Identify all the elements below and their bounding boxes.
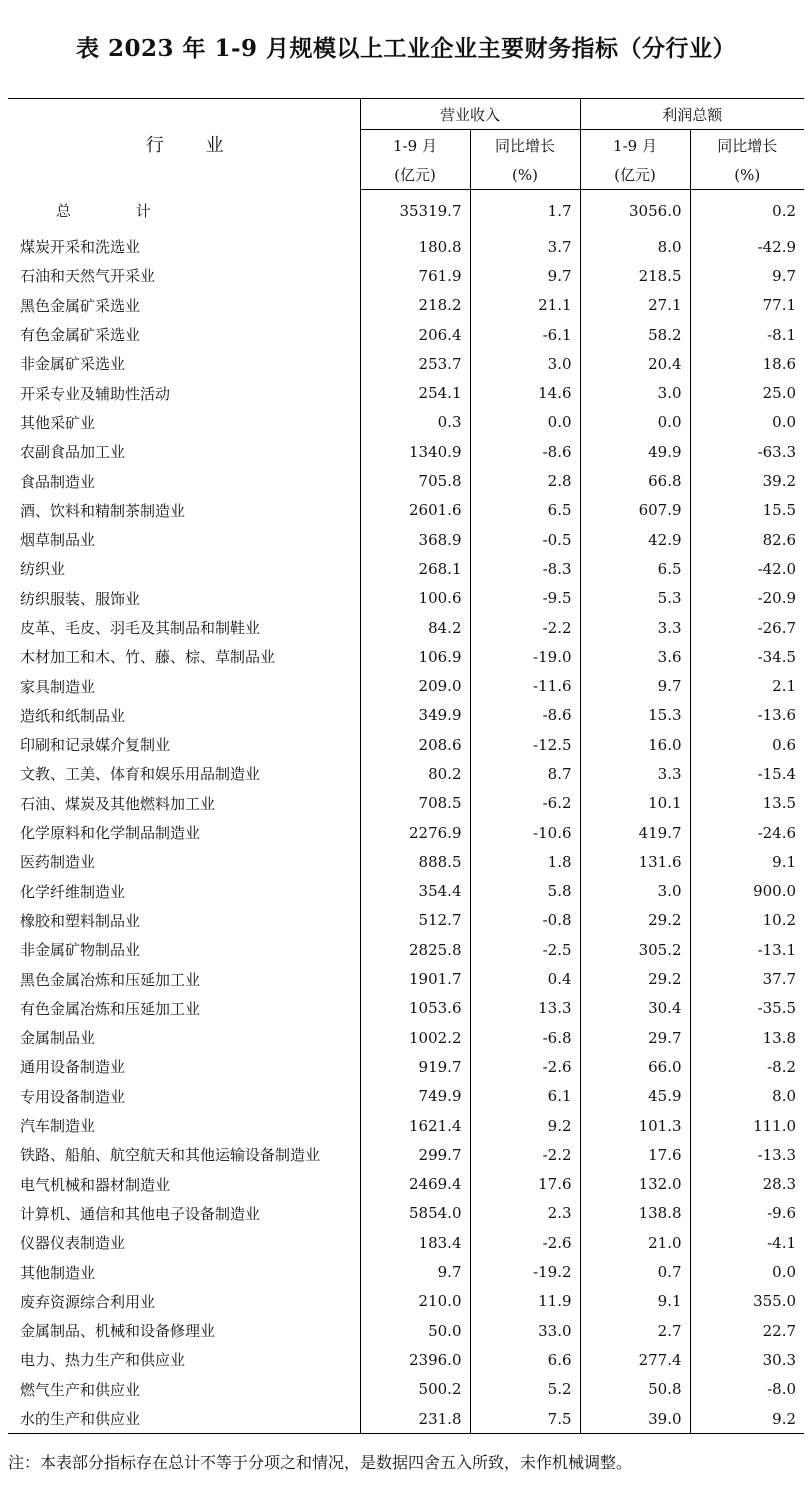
revenue-yoy-value: -8.3 xyxy=(470,554,580,583)
profit-yoy-value: -15.4 xyxy=(690,759,804,788)
industry-name: 印刷和记录媒介复制业 xyxy=(20,736,171,755)
revenue-value: 708.5 xyxy=(360,789,470,818)
profit-value: 20.4 xyxy=(580,349,690,378)
table-row xyxy=(8,1199,804,1228)
table-row xyxy=(8,701,804,730)
industry-name: 铁路、船舶、航空航天和其他运输设备制造业 xyxy=(20,1146,321,1165)
revenue-value: 209.0 xyxy=(360,671,470,700)
profit-value: 66.0 xyxy=(580,1052,690,1081)
revenue-unit-header: (亿元) xyxy=(360,160,470,190)
profit-yoy-value: 9.1 xyxy=(690,847,804,876)
profit-value: 9.7 xyxy=(580,671,690,700)
revenue-yoy-value: 33.0 xyxy=(470,1316,580,1345)
revenue-value: 888.5 xyxy=(360,847,470,876)
revenue-yoy-value: 21.1 xyxy=(470,291,580,320)
profit-value: 39.0 xyxy=(580,1404,690,1434)
profit-yoy-value: -8.0 xyxy=(690,1375,804,1404)
revenue-value: 919.7 xyxy=(360,1052,470,1081)
revenue-yoy-value: -6.1 xyxy=(470,320,580,349)
profit-yoy-value: 9.2 xyxy=(690,1404,804,1434)
revenue-yoy-value: -6.8 xyxy=(470,1023,580,1052)
profit-value: 8.0 xyxy=(580,232,690,261)
industry-name: 烟草制品业 xyxy=(20,531,96,550)
table-row xyxy=(8,730,804,759)
profit-yoy-value: 111.0 xyxy=(690,1111,804,1140)
profit-yoy-value: -13.1 xyxy=(690,935,804,964)
profit-yoy-value: 15.5 xyxy=(690,496,804,525)
industry-name: 电气机械和器材制造业 xyxy=(20,1175,171,1194)
revenue-value: 1901.7 xyxy=(360,964,470,993)
industry-name: 家具制造业 xyxy=(20,677,96,696)
revenue-value: 253.7 xyxy=(360,349,470,378)
total-row xyxy=(8,190,804,233)
revenue-value: 208.6 xyxy=(360,730,470,759)
profit-yoy-value: -8.1 xyxy=(690,320,804,349)
industry-name: 计算机、通信和其他电子设备制造业 xyxy=(20,1204,261,1223)
profit-yoy-value: 30.3 xyxy=(690,1345,804,1374)
revenue-period-header: 1-9 月 xyxy=(360,130,470,161)
industry-name: 有色金属冶炼和压延加工业 xyxy=(20,999,201,1018)
table-row xyxy=(8,613,804,642)
revenue-yoy-value: 13.3 xyxy=(470,994,580,1023)
revenue-value: 749.9 xyxy=(360,1082,470,1111)
profit-yoy-value: 2.1 xyxy=(690,671,804,700)
profit-yoy-value: 25.0 xyxy=(690,378,804,407)
profit-value: 50.8 xyxy=(580,1375,690,1404)
industry-name: 皮革、毛皮、羽毛及其制品和制鞋业 xyxy=(20,619,261,637)
profit-yoy-value: -63.3 xyxy=(690,437,804,466)
revenue-yoy-value: -8.6 xyxy=(470,701,580,730)
revenue-value: 512.7 xyxy=(360,906,470,935)
revenue-value: 183.4 xyxy=(360,1228,470,1257)
table-row xyxy=(8,349,804,378)
profit-yoy-value: -42.0 xyxy=(690,554,804,583)
revenue-value: 9.7 xyxy=(360,1257,470,1286)
industry-name: 水的生产和供应业 xyxy=(8,1404,360,1434)
profit-yoy-value: 18.6 xyxy=(690,349,804,378)
revenue-value: 1621.4 xyxy=(360,1111,470,1140)
industry-name: 其他采矿业 xyxy=(20,413,96,432)
profit-yoy-value: -24.6 xyxy=(690,818,804,847)
profit-yoy-value: -13.3 xyxy=(690,1140,804,1169)
profit-value: 21.0 xyxy=(580,1228,690,1257)
revenue-yoy-value: -2.5 xyxy=(470,935,580,964)
profit-value: 29.2 xyxy=(580,906,690,935)
profit-value: 45.9 xyxy=(580,1082,690,1111)
revenue-yoy-value: 2.3 xyxy=(470,1199,580,1228)
revenue-yoy-value: 11.9 xyxy=(470,1287,580,1316)
industry-name: 开采专业及辅助性活动 xyxy=(20,384,171,403)
profit-value: 3.3 xyxy=(580,613,690,642)
table-row xyxy=(8,1257,804,1286)
profit-value: 29.7 xyxy=(580,1023,690,1052)
profit-yoy-value: 82.6 xyxy=(690,525,804,554)
table-row xyxy=(8,408,804,437)
industry-name: 非金属矿物制品业 xyxy=(20,941,141,960)
profit-period-header: 1-9 月 xyxy=(580,130,690,161)
revenue-yoy-value: 3.7 xyxy=(470,232,580,261)
industry-name: 石油、煤炭及其他燃料加工业 xyxy=(20,794,216,813)
profit-value: 138.8 xyxy=(580,1199,690,1228)
profit-yoy-header: 同比增长 xyxy=(690,130,804,161)
profit-yoy-value: 77.1 xyxy=(690,291,804,320)
revenue-value: 50.0 xyxy=(360,1316,470,1345)
table-row xyxy=(8,1404,804,1434)
revenue-value: 100.6 xyxy=(360,584,470,613)
profit-value: 277.4 xyxy=(580,1345,690,1374)
industry-name: 总 计 xyxy=(56,202,181,221)
table-row xyxy=(8,1170,804,1199)
table-row xyxy=(8,554,804,583)
industry-name: 纺织业 xyxy=(20,560,66,579)
revenue-yoy-value: -11.6 xyxy=(470,671,580,700)
revenue-value: 254.1 xyxy=(360,378,470,407)
table-row xyxy=(8,232,804,261)
profit-yoy-value: -42.9 xyxy=(690,232,804,261)
profit-value: 17.6 xyxy=(580,1140,690,1169)
profit-yoy-value: -13.6 xyxy=(690,701,804,730)
industry-name: 煤炭开采和洗选业 xyxy=(20,238,141,257)
revenue-value: 2276.9 xyxy=(360,818,470,847)
financial-indicators-table xyxy=(8,98,804,1434)
table-row xyxy=(8,1287,804,1316)
profit-yoy-value: 37.7 xyxy=(690,964,804,993)
profit-yoy-value: 0.0 xyxy=(690,1257,804,1286)
industry-name: 燃气生产和供应业 xyxy=(20,1380,141,1399)
table-header xyxy=(8,99,804,190)
industry-name: 金属制品、机械和设备修理业 xyxy=(20,1322,216,1341)
industry-name: 黑色金属矿采选业 xyxy=(20,296,141,315)
profit-yoy-value: 13.8 xyxy=(690,1023,804,1052)
table-row xyxy=(8,671,804,700)
revenue-value: 268.1 xyxy=(360,554,470,583)
revenue-value: 368.9 xyxy=(360,525,470,554)
industry-name: 其他制造业 xyxy=(20,1263,96,1282)
table-row xyxy=(8,759,804,788)
revenue-yoy-value: 9.2 xyxy=(470,1111,580,1140)
profit-yoy-unit-header: (%) xyxy=(690,160,804,190)
revenue-yoy-value: 1.8 xyxy=(470,847,580,876)
table-row xyxy=(8,320,804,349)
table-row xyxy=(8,1082,804,1111)
revenue-value: 2469.4 xyxy=(360,1170,470,1199)
revenue-yoy-value: -9.5 xyxy=(470,584,580,613)
footnote: 注：本表部分指标存在总计不等于分项之和情况，是数据四舍五入所致，未作机械调整。 xyxy=(8,1453,633,1472)
revenue-value: 5854.0 xyxy=(360,1199,470,1228)
industry-name: 金属制品业 xyxy=(20,1029,96,1048)
table-row xyxy=(8,877,804,906)
revenue-value: 299.7 xyxy=(360,1140,470,1169)
revenue-value: 705.8 xyxy=(360,466,470,495)
table-row xyxy=(8,584,804,613)
profit-value: 0.0 xyxy=(580,408,690,437)
revenue-yoy-value: -6.2 xyxy=(470,789,580,818)
revenue-value: 231.8 xyxy=(360,1404,470,1434)
profit-value: 3056.0 xyxy=(580,190,690,233)
profit-value: 132.0 xyxy=(580,1170,690,1199)
revenue-yoy-value: 6.1 xyxy=(470,1082,580,1111)
revenue-yoy-value: -19.2 xyxy=(470,1257,580,1286)
revenue-yoy-value: 2.8 xyxy=(470,466,580,495)
revenue-yoy-value: -2.6 xyxy=(470,1052,580,1081)
table-row xyxy=(8,496,804,525)
table-row xyxy=(8,1316,804,1345)
profit-yoy-value: -4.1 xyxy=(690,1228,804,1257)
industry-name: 造纸和纸制品业 xyxy=(20,706,126,725)
profit-value: 305.2 xyxy=(580,935,690,964)
page-title: 表 2023 年 1-9 月规模以上工业企业主要财务指标（分行业） xyxy=(75,35,737,62)
revenue-value: 35319.7 xyxy=(360,190,470,233)
industry-name: 化学纤维制造业 xyxy=(20,882,126,901)
revenue-yoy-value: 8.7 xyxy=(470,759,580,788)
revenue-yoy-header: 同比增长 xyxy=(470,130,580,161)
profit-value: 6.5 xyxy=(580,554,690,583)
revenue-value: 1053.6 xyxy=(360,994,470,1023)
profit-yoy-value: 900.0 xyxy=(690,877,804,906)
table-row xyxy=(8,1375,804,1404)
revenue-value: 0.3 xyxy=(360,408,470,437)
profit-value: 49.9 xyxy=(580,437,690,466)
profit-value: 218.5 xyxy=(580,261,690,290)
revenue-yoy-value: 9.7 xyxy=(470,261,580,290)
industry-name: 电力、热力生产和供应业 xyxy=(20,1351,186,1370)
revenue-yoy-value: 5.8 xyxy=(470,877,580,906)
table-row xyxy=(8,1052,804,1081)
table-row xyxy=(8,261,804,290)
revenue-yoy-value: 7.5 xyxy=(470,1404,580,1434)
profit-value: 9.1 xyxy=(580,1287,690,1316)
table-row xyxy=(8,847,804,876)
profit-yoy-value: -34.5 xyxy=(690,642,804,671)
industry-name: 文教、工美、体育和娱乐用品制造业 xyxy=(20,765,261,784)
industry-column-header: 行 业 xyxy=(8,99,360,190)
revenue-yoy-value: 14.6 xyxy=(470,378,580,407)
profit-value: 30.4 xyxy=(580,994,690,1023)
table-row xyxy=(8,1140,804,1169)
table-row xyxy=(8,466,804,495)
profit-value: 3.6 xyxy=(580,642,690,671)
table-row xyxy=(8,994,804,1023)
industry-name: 木材加工和木、竹、藤、棕、草制品业 xyxy=(20,648,276,667)
revenue-value: 218.2 xyxy=(360,291,470,320)
table-row xyxy=(8,291,804,320)
revenue-value: 500.2 xyxy=(360,1375,470,1404)
revenue-value: 2396.0 xyxy=(360,1345,470,1374)
profit-value: 66.8 xyxy=(580,466,690,495)
industry-name: 橡胶和塑料制品业 xyxy=(20,911,141,930)
revenue-yoy-value: -19.0 xyxy=(470,642,580,671)
profit-yoy-value: 0.2 xyxy=(690,190,804,233)
profit-value: 3.0 xyxy=(580,877,690,906)
revenue-yoy-value: 0.4 xyxy=(470,964,580,993)
table-row xyxy=(8,525,804,554)
profit-group-header: 利润总额 xyxy=(580,99,804,130)
revenue-yoy-value: -0.8 xyxy=(470,906,580,935)
industry-name: 废弃资源综合利用业 xyxy=(20,1292,156,1311)
revenue-yoy-value: -2.6 xyxy=(470,1228,580,1257)
profit-yoy-value: 355.0 xyxy=(690,1287,804,1316)
table-row xyxy=(8,437,804,466)
profit-value: 0.7 xyxy=(580,1257,690,1286)
table-row xyxy=(8,818,804,847)
profit-yoy-value: -35.5 xyxy=(690,994,804,1023)
profit-value: 10.1 xyxy=(580,789,690,818)
profit-yoy-value: -9.6 xyxy=(690,1199,804,1228)
profit-value: 16.0 xyxy=(580,730,690,759)
profit-value: 3.0 xyxy=(580,378,690,407)
profit-value: 2.7 xyxy=(580,1316,690,1345)
profit-value: 15.3 xyxy=(580,701,690,730)
profit-value: 58.2 xyxy=(580,320,690,349)
industry-name: 黑色金属冶炼和压延加工业 xyxy=(20,970,201,989)
revenue-yoy-value: -12.5 xyxy=(470,730,580,759)
table-row xyxy=(8,1111,804,1140)
revenue-value: 180.8 xyxy=(360,232,470,261)
profit-value: 419.7 xyxy=(580,818,690,847)
revenue-value: 349.9 xyxy=(360,701,470,730)
industry-name: 通用设备制造业 xyxy=(20,1058,126,1077)
table-row xyxy=(8,378,804,407)
revenue-yoy-value: 6.6 xyxy=(470,1345,580,1374)
revenue-yoy-value: 5.2 xyxy=(470,1375,580,1404)
table-row xyxy=(8,935,804,964)
profit-value: 101.3 xyxy=(580,1111,690,1140)
revenue-value: 2825.8 xyxy=(360,935,470,964)
revenue-yoy-value: -10.6 xyxy=(470,818,580,847)
profit-yoy-value: 28.3 xyxy=(690,1170,804,1199)
revenue-yoy-value: 17.6 xyxy=(470,1170,580,1199)
profit-value: 29.2 xyxy=(580,964,690,993)
profit-yoy-value: 39.2 xyxy=(690,466,804,495)
profit-value: 131.6 xyxy=(580,847,690,876)
revenue-value: 2601.6 xyxy=(360,496,470,525)
profit-yoy-value: 0.0 xyxy=(690,408,804,437)
profit-unit-header: (亿元) xyxy=(580,160,690,190)
revenue-value: 1002.2 xyxy=(360,1023,470,1052)
revenue-yoy-unit-header: (%) xyxy=(470,160,580,190)
industry-name: 化学原料和化学制品制造业 xyxy=(20,824,201,843)
industry-name: 有色金属矿采选业 xyxy=(20,326,141,345)
profit-yoy-value: 22.7 xyxy=(690,1316,804,1345)
revenue-value: 354.4 xyxy=(360,877,470,906)
profit-value: 607.9 xyxy=(580,496,690,525)
table-row xyxy=(8,906,804,935)
industry-name: 纺织服装、服饰业 xyxy=(20,589,141,608)
profit-value: 5.3 xyxy=(580,584,690,613)
industry-name: 医药制造业 xyxy=(20,853,96,872)
profit-yoy-value: -8.2 xyxy=(690,1052,804,1081)
revenue-yoy-value: 3.0 xyxy=(470,349,580,378)
revenue-value: 210.0 xyxy=(360,1287,470,1316)
profit-yoy-value: 10.2 xyxy=(690,906,804,935)
table-row xyxy=(8,964,804,993)
industry-name: 酒、饮料和精制茶制造业 xyxy=(20,501,186,520)
profit-yoy-value: -26.7 xyxy=(690,613,804,642)
revenue-yoy-value: -8.6 xyxy=(470,437,580,466)
table-row xyxy=(8,1023,804,1052)
revenue-value: 761.9 xyxy=(360,261,470,290)
industry-name: 石油和天然气开采业 xyxy=(20,267,156,286)
revenue-yoy-value: 6.5 xyxy=(470,496,580,525)
revenue-group-header: 营业收入 xyxy=(360,99,580,130)
revenue-yoy-value: -0.5 xyxy=(470,525,580,554)
revenue-value: 80.2 xyxy=(360,759,470,788)
industry-name: 食品制造业 xyxy=(20,472,96,491)
profit-value: 27.1 xyxy=(580,291,690,320)
profit-yoy-value: 0.6 xyxy=(690,730,804,759)
profit-yoy-value: 9.7 xyxy=(690,261,804,290)
revenue-yoy-value: 1.7 xyxy=(470,190,580,233)
industry-name: 农副食品加工业 xyxy=(20,443,126,462)
industry-name: 汽车制造业 xyxy=(20,1117,96,1136)
revenue-value: 84.2 xyxy=(360,613,470,642)
industry-name: 仪器仪表制造业 xyxy=(20,1234,126,1253)
table-row xyxy=(8,1228,804,1257)
table-body xyxy=(8,190,804,1434)
revenue-yoy-value: -2.2 xyxy=(470,1140,580,1169)
revenue-yoy-value: -2.2 xyxy=(470,613,580,642)
revenue-value: 106.9 xyxy=(360,642,470,671)
revenue-yoy-value: 0.0 xyxy=(470,408,580,437)
revenue-value: 1340.9 xyxy=(360,437,470,466)
profit-yoy-value: 8.0 xyxy=(690,1082,804,1111)
table-row xyxy=(8,642,804,671)
revenue-value: 206.4 xyxy=(360,320,470,349)
profit-yoy-value: -20.9 xyxy=(690,584,804,613)
profit-value: 42.9 xyxy=(580,525,690,554)
profit-yoy-value: 13.5 xyxy=(690,789,804,818)
industry-name: 专用设备制造业 xyxy=(20,1087,126,1106)
industry-name: 非金属矿采选业 xyxy=(20,355,126,374)
table-row xyxy=(8,1345,804,1374)
profit-value: 3.3 xyxy=(580,759,690,788)
table-row xyxy=(8,789,804,818)
